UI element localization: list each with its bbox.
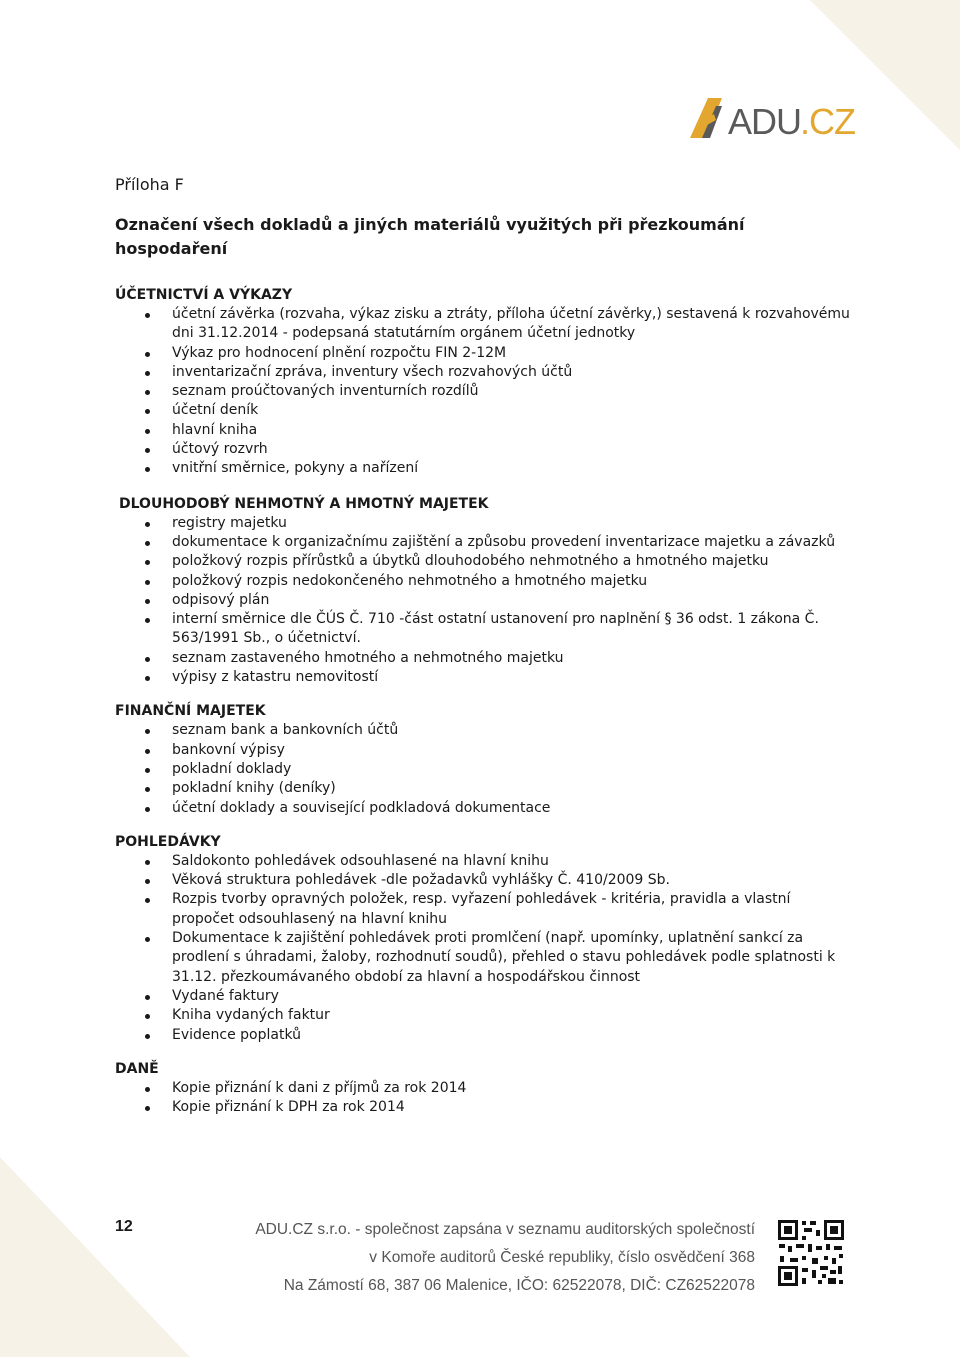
list-item: dokumentace k organizačnímu zajištění a způsobu provedení inventarizace majetku a závazků [115,533,850,552]
list-item: odpisový plán [115,591,850,610]
section-heading: DLOUHODOBÝ NEHMOTNÝ A HMOTNÝ MAJETEK [119,495,489,512]
section-heading: ÚČETNICTVÍ A VÝKAZY [115,287,293,303]
list-item: účetní deník [115,401,850,420]
list-item: Evidence poplatků [115,1026,850,1045]
list-item: účtový rozvrh [115,440,850,459]
footer-line-registration: ADU.CZ s.r.o. - společnost zapsána v seznamu auditorských společností [255,1221,755,1238]
section-heading: POHLEDÁVKY [115,833,221,850]
list-item: Vydané faktury [115,987,850,1006]
list-item: interní směrnice dle ČÚS Č. 710 -část ostatní ustanovení pro naplnění § 36 odst. 1 zákona Č. 563/1991 Sb., o účetnictví. [115,610,850,649]
list-item: účetní doklady a související podkladová dokumentace [115,799,850,818]
list-item: Dokumentace k zajištění pohledávek proti promlčení (např. upomínky, uplatnění sankcí za prodlení s úhradami, žaloby, rozhodnutí soudů), přehled o stavu pohledávek podle splatnosti k 31.12. přezkoumávaného období za hlavní a hospodářskou činnost [115,929,850,987]
page-footer [0,1210,960,1310]
list-item: Kopie přiznání k dani z příjmů za rok 2014 [115,1079,850,1098]
section-heading: FINANČNÍ MAJETEK [115,703,266,720]
section-pohledavky [115,833,850,1045]
list-item: seznam bank a bankovních účtů [115,721,850,740]
section-dane [115,1060,850,1118]
page-number: 12 [115,1218,133,1235]
svg-text:ADU: ADU [728,101,802,142]
svg-text:.: . [800,101,811,142]
document-content [115,173,850,1117]
list-item: vnitřní směrnice, pokyny a nařízení [115,459,850,478]
list-item: bankovní výpisy [115,741,850,760]
section-financni-majetek [115,702,850,817]
list-item: seznam proúčtovaných inventurních rozdílů [115,382,850,401]
list-item: Rozpis tvorby opravných položek, resp. vyřazení pohledávek - kritéria, pravidla a vlastní propočet odsouhlasený na hlavní knihu [115,890,850,929]
list-item: Výkaz pro hodnocení plnění rozpočtu FIN 2-12M [115,344,850,363]
adu-logo [688,92,855,142]
qr-code-icon [776,1218,846,1288]
list-item: seznam zastaveného hmotného a nehmotného majetku [115,649,850,668]
list-item: hlavní kniha [115,421,850,440]
list-item: položkový rozpis přírůstků a úbytků dlouhodobého nehmotného a hmotného majetku [115,552,850,571]
footer-line-address: Na Zámostí 68, 387 06 Malenice, IČO: 62522078, DIČ: CZ62522078 [283,1277,755,1294]
footer-line-certificate: v Komoře auditorů České republiky, číslo osvědčení 368 [369,1249,755,1266]
list-item: výpisy z katastru nemovitostí [115,668,850,687]
list-item: pokladní knihy (deníky) [115,779,850,798]
list-item: Věková struktura pohledávek -dle požadavků vyhlášky Č. 410/2009 Sb. [115,871,850,890]
list-item: pokladní doklady [115,760,850,779]
list-item: položkový rozpis nedokončeného nehmotného a hmotného majetku [115,572,850,591]
list-item: účetní závěrka (rozvaha, výkaz zisku a ztráty, příloha účetní závěrky,) sestavená k rozvahovému dni 31.12.2014 - podepsaná statutárním orgánem účetní jednotky [115,305,850,344]
section-heading: DANĚ [115,1060,159,1077]
list-item: Kniha vydaných faktur [115,1006,850,1025]
company-info [255,1216,755,1300]
list-item: Kopie přiznání k DPH za rok 2014 [115,1098,850,1117]
list-item: registry majetku [115,514,850,533]
document-title: Označení všech dokladů a jiných materiálů využitých při přezkoumání hospodaření [115,215,745,258]
svg-text:CZ: CZ [809,101,855,142]
list-item: inventarizační zpráva, inventury všech rozvahových účtů [115,363,850,382]
appendix-label: Příloha F [115,175,184,194]
list-item: Saldokonto pohledávek odsouhlasené na hlavní knihu [115,852,850,871]
section-dlouhodoby-majetek [115,495,850,688]
section-ucetnictvi [115,286,850,479]
